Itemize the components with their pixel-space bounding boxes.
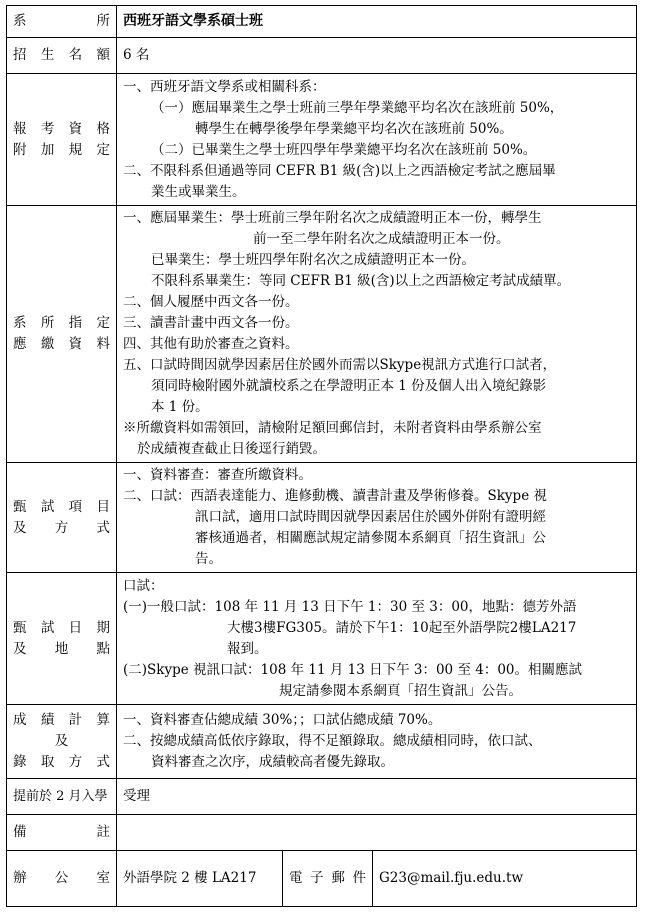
row-notes: [7, 815, 637, 851]
row-february-admission: [7, 779, 637, 815]
row-exam-date: [7, 573, 637, 705]
row-required-documents: [7, 206, 637, 463]
admission-table: [6, 5, 637, 907]
label-required-documents: 系所指定 應繳資料: [7, 206, 117, 463]
label-exam-date: 甄試日期 及 地 點: [7, 573, 117, 705]
value-email[interactable]: G23@mail.fju.edu.tw: [373, 851, 637, 907]
label-score-calculation: 成績計算 及 錄取方式: [7, 705, 117, 779]
value-exam-date: 口試： (一)一般口試：108 年 11 月 13 日下午 1：30 至 3：00，地點：德芳外語 大樓3樓FG305。請於下午1：10起至外語學院2樓LA217 報到。 (二)Skype 視訊口試：108 年 11 月 13 日下午 3：00 至 4：00。相關應試 規定請參閱本系網頁「招生資訊」公告。: [117, 573, 637, 705]
row-department: [7, 6, 637, 38]
label-quota: 招生名額: [7, 38, 117, 74]
value-notes: [117, 815, 637, 851]
label-department: 系 所: [7, 6, 117, 38]
value-score-calculation: 一、資料審查佔總成績 30%；；口試佔總成績 70%。 二、按總成績高低依序錄取，得不足額錄取。總成績相同時，依口試、 資料審查之次序，成績較高者優先錄取。: [117, 705, 637, 779]
label-email: 電子郵件: [283, 851, 373, 907]
value-exam-method: 一、資料審查：審查所繳資料。 二、口試：西語表達能力、進修動機、讀書計畫及學術修養。Skype 視 訊口試，適用口試時間因就學因素居住於國外併附有證明經 審核通過者，相關應試規定請參閱本系網頁「招生資訊」公 告。: [117, 463, 637, 573]
value-department: 西班牙語文學系碩士班: [117, 6, 637, 38]
label-qualification: 報考資格 附加規定: [7, 74, 117, 206]
label-february-admission: 提前於 2 月入學: [7, 779, 117, 815]
row-score-calculation: [7, 705, 637, 779]
value-office: 外語學院 2 樓 LA217: [117, 851, 283, 907]
label-exam-method: 甄試項目 及 方 式: [7, 463, 117, 573]
value-qualification: 一、西班牙語文學系或相關科系： （一）應屆畢業生之學士班前三學年學業總平均名次在該班前 50%， 轉學生在轉學後學年學業總平均名次在該班前 50%。 （二）已畢業生之學士班四學年學業總平均名次在該班前 50%。 二、不限科系但通過等同 CEFR B1 級(含)以上之西語檢定考試之應屆畢 業生或畢業生。: [117, 74, 637, 206]
row-quota: [7, 38, 637, 74]
label-notes: 備 註: [7, 815, 117, 851]
row-qualification: [7, 74, 637, 206]
value-quota: 6 名: [117, 38, 637, 74]
row-office: [7, 851, 637, 907]
value-february-admission: 受理: [117, 779, 637, 815]
row-exam-method: [7, 463, 637, 573]
value-required-documents: 一、應屆畢業生：學士班前三學年附名次之成績證明正本一份，轉學生 前一至二學年附名次之成績證明正本一份。 已畢業生：學士班四學年附名次之成績證明正本一份。 不限科系畢業生：等同 CEFR B1 級(含)以上之西語檢定考試成績單。 二、個人履歷中西文各一份。 三、讀書計畫中西文各一份。 四、其他有助於審查之資料。 五、口試時間因就學因素居住於國外而需以Skype視訊方式進行口試者， 須同時檢附國外就讀校系之在學證明正本 1 份及個人出入境紀錄影 本 1 份。 ※所繳資料如需領回，請檢附足額回郵信封，未附者資料由學系辦公室 於成績複查截止日後逕行銷毀。: [117, 206, 637, 463]
label-office: 辦 公 室: [7, 851, 117, 907]
